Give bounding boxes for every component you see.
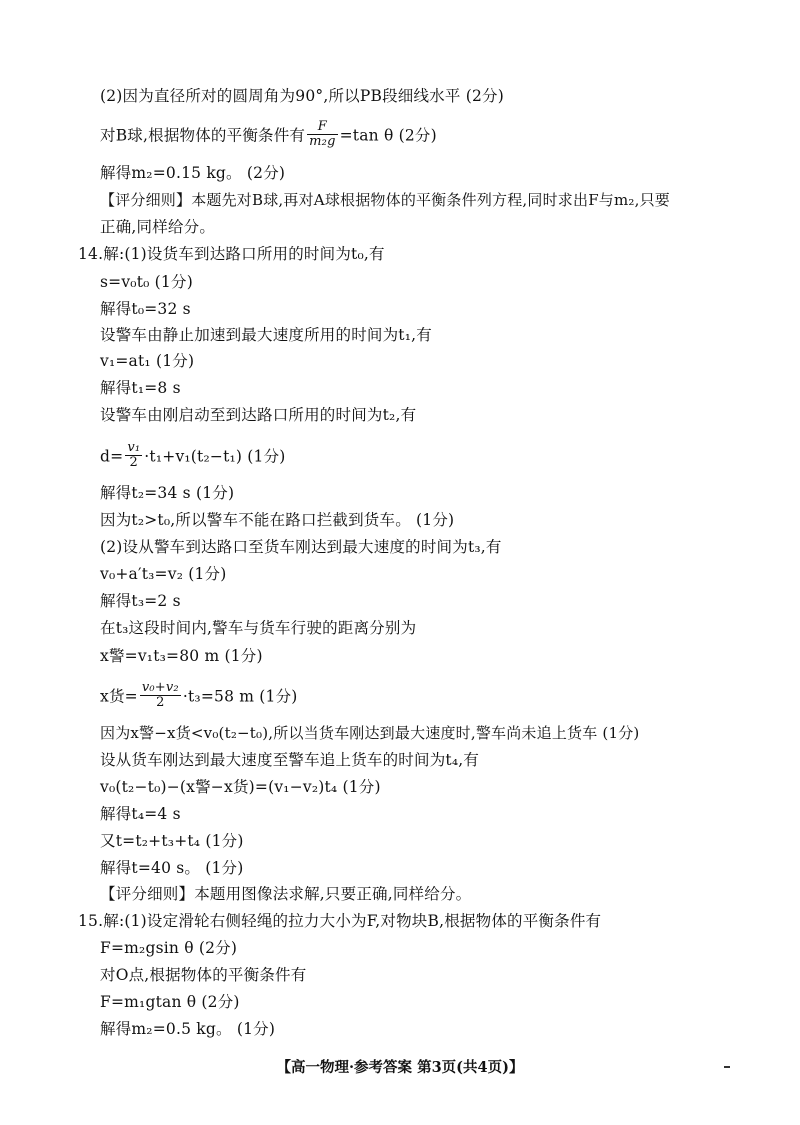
line-solve-m2: 解得m₂=0.15 kg。 (2分) [100, 164, 286, 182]
distance-rhs: ·t₁+v₁(t₂−t₁) (1分) [144, 447, 286, 466]
line-q14-x-police: x警=v₁t₃=80 m (1分) [100, 647, 263, 665]
x-truck-lhs: x货= [100, 687, 138, 706]
line-q15-eq2: F=m₁gtan θ (2分) [100, 993, 240, 1011]
line-q14-distances: 在t₃这段时间内,警车与货车行驶的距离分别为 [100, 619, 417, 637]
line-q14-total: 又t=t₂+t₃+t₄ (1分) [100, 832, 244, 850]
fraction-v0-plus-v2-over-2 [140, 681, 181, 710]
line-q14-t0: 解得t₀=32 s [100, 300, 191, 318]
fraction-denominator: 2 [125, 455, 142, 470]
line-q15-eq1: F=m₂gsin θ (2分) [100, 939, 238, 957]
line-q14-t2: 解得t₂=34 s (1分) [100, 484, 235, 502]
fraction-v1-over-2 [125, 441, 142, 470]
line-grading-note-1: 【评分细则】本题先对B球,再对A球根据物体的平衡条件列方程,同时求出F与m₂,只要 [100, 191, 671, 209]
line-b-ball-equation [100, 119, 437, 151]
fraction-numerator: v₀+v₂ [141, 680, 179, 695]
line-q14-eq2: v₁=at₁ (1分) [100, 352, 195, 370]
equation-rhs: =tan θ (2分) [339, 126, 437, 145]
fraction-numerator: v₁ [127, 440, 141, 455]
line-q14-police-accel: 设警车由静止加速到最大速度所用的时间为t₁,有 [100, 326, 432, 344]
fraction-f-over-m2g [307, 120, 337, 149]
line-q14-t1: 解得t₁=8 s [100, 379, 181, 397]
line-q13-part2: (2)因为直径所对的圆周角为90°,所以PB段细线水平 (2分) [100, 87, 504, 105]
line-q14-conclusion-1: 因为t₂>t₀,所以警车不能在路口拦截到货车。 (1分) [100, 511, 455, 529]
line-q14-catchup: 设从货车刚达到最大速度至警车追上货车的时间为t₄,有 [100, 751, 480, 769]
line-q15-answer: 解得m₂=0.5 kg。 (1分) [100, 1020, 276, 1038]
x-truck-rhs: ·t₃=58 m (1分) [182, 687, 298, 706]
equation-intro: 对B球,根据物体的平衡条件有 [100, 126, 306, 145]
line-q14-grading-note: 【评分细则】本题用图像法求解,只要正确,同样给分。 [100, 885, 472, 903]
fraction-denominator: m₂g [309, 134, 336, 149]
page-footer: 【高一物理·参考答案 第3页(共4页)】 [276, 1059, 524, 1076]
corner-mark [724, 1066, 730, 1068]
fraction-denominator: 2 [140, 695, 181, 710]
line-q14-x-truck [100, 680, 298, 712]
fraction-numerator: F [317, 119, 327, 134]
line-q14-distance-eq [100, 440, 286, 472]
line-q14-police-start: 设警车由刚启动至到达路口所用的时间为t₂,有 [100, 406, 417, 424]
line-q14-answer: 解得t=40 s。 (1分) [100, 859, 244, 877]
line-q14-t3: 解得t₃=2 s [100, 592, 181, 610]
line-q14-compare: 因为x警−x货<v₀(t₂−t₀),所以当货车刚达到最大速度时,警车尚未追上货车 (1分) [100, 724, 640, 742]
line-q14-part2: (2)设从警车到达路口至货车刚达到最大速度的时间为t₃,有 [100, 538, 502, 556]
line-q14-intro: 14.解:(1)设货车到达路口所用的时间为t₀,有 [78, 245, 385, 263]
line-grading-note-2: 正确,同样给分。 [100, 218, 216, 236]
line-q14-t4: 解得t₄=4 s [100, 805, 181, 823]
line-q15-intro: 15.解:(1)设定滑轮右侧轻绳的拉力大小为F,对物块B,根据物体的平衡条件有 [78, 912, 602, 930]
line-q14-eq4: v₀(t₂−t₀)−(x警−x货)=(v₁−v₂)t₄ (1分) [100, 778, 381, 796]
line-q14-eq1: s=v₀t₀ (1分) [100, 273, 193, 291]
distance-lhs: d= [100, 447, 124, 466]
line-q14-eq3: v₀+a′t₃=v₂ (1分) [100, 565, 227, 583]
line-q15-point-o: 对O点,根据物体的平衡条件有 [100, 966, 307, 984]
